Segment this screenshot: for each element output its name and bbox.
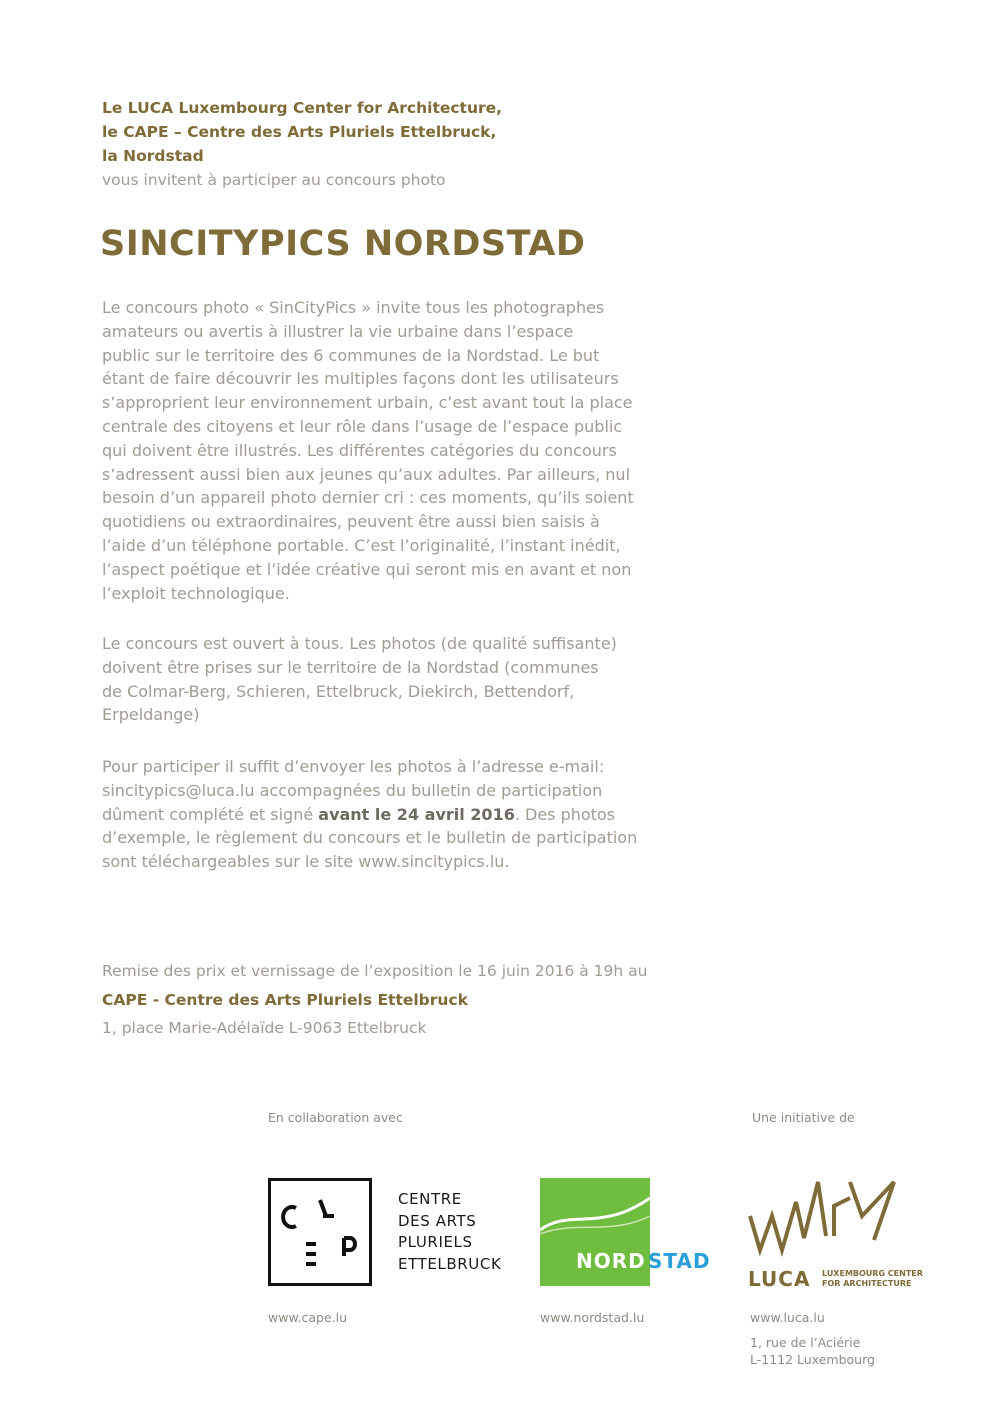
- nordstad-url-link[interactable]: www.nordstad.lu: [540, 1310, 645, 1325]
- cape-word: ETTELBRUCK: [398, 1254, 502, 1273]
- paragraph-participation: [102, 755, 662, 874]
- cape-word: DES ARTS: [398, 1211, 477, 1230]
- text-line: Le concours photo « SinCityPics » invite tous les photographes: [102, 298, 605, 317]
- cape-word: CENTRE: [398, 1190, 462, 1208]
- text-line: s’approprient leur environnement urbain, c’est avant tout la place: [102, 393, 633, 413]
- text-line: quotidiens ou extraordinaires, peuvent être aussi bien saisis à: [102, 512, 600, 532]
- intro-block: [102, 96, 502, 192]
- svg-text:NORD: NORD: [576, 1249, 646, 1273]
- luca-logo: [746, 1176, 923, 1292]
- nordstad-logo: [540, 1178, 710, 1286]
- text-line: l’exploit technologique.: [102, 583, 290, 603]
- cape-logo: [268, 1178, 372, 1286]
- address-line: L-1112 Luxembourg: [750, 1352, 875, 1367]
- text-line: sont téléchargeables sur le site www.sincitypics.lu.: [102, 852, 510, 872]
- intro-line-cape: le CAPE – Centre des Arts Pluriels Ettelbruck,: [102, 123, 497, 141]
- svg-text:LUXEMBOURG CENTER: LUXEMBOURG CENTER: [822, 1269, 923, 1278]
- collaboration-label: En collaboration avec: [268, 1110, 403, 1125]
- intro-line-invite: vous invitent à participer au concours photo: [102, 171, 446, 189]
- text-line: s’adressent aussi bien aux jeunes qu’aux adultes. Par ailleurs, nul: [102, 464, 631, 484]
- cape-letter-c: [283, 1207, 296, 1227]
- text-segment: . Des photos: [514, 804, 616, 824]
- text-line: amateurs ou avertis à illustrer la vie urbaine dans l’espace: [102, 321, 574, 341]
- event-venue: CAPE - Centre des Arts Pluriels Ettelbruck: [102, 990, 468, 1009]
- event-address: 1, place Marie-Adélaïde L-9063 Ettelbruck: [102, 1019, 427, 1037]
- text-line: [102, 803, 662, 827]
- text-line: sincitypics@luca.lu accompagnées du bulletin de participation: [102, 780, 603, 800]
- cape-letter-a: [320, 1200, 334, 1216]
- text-line: doivent être prises sur le territoire de la Nordstad (communes: [102, 657, 599, 677]
- svg-text:LUCA: LUCA: [748, 1267, 811, 1291]
- cape-logo-words: [398, 1189, 501, 1275]
- text-line: Le concours est ouvert à tous. Les photos (de qualité suffisante): [102, 634, 617, 653]
- initiative-label: Une initiative de: [752, 1110, 855, 1125]
- address-line: 1, rue de l’Aciérie: [750, 1335, 861, 1350]
- svg-text:FOR ARCHITECTURE: FOR ARCHITECTURE: [822, 1279, 912, 1288]
- cape-letter-e: [306, 1244, 316, 1264]
- event-block: [102, 957, 647, 1043]
- text-line: public sur le territoire des 6 communes de la Nordstad. Le but: [102, 345, 600, 365]
- text-line: Erpeldange): [102, 705, 200, 725]
- text-segment: dûment complété et signé: [102, 804, 319, 824]
- paragraph-eligibility: [102, 632, 662, 727]
- text-line: Pour participer il suffit d’envoyer les photos à l’adresse e-mail:: [102, 757, 605, 776]
- text-line: centrale des citoyens et leur rôle dans l’usage de l’espace public: [102, 416, 623, 436]
- luca-url-link[interactable]: www.luca.lu: [750, 1310, 825, 1325]
- cape-url-link[interactable]: www.cape.lu: [268, 1310, 348, 1325]
- text-line: d’exemple, le règlement du concours et le bulletin de participation: [102, 828, 638, 848]
- text-line: l’aide d’un téléphone portable. C’est l’originalité, l’instant inédit,: [102, 535, 621, 555]
- page-title: SINCITYPICS NORDSTAD: [100, 224, 586, 264]
- cape-word: PLURIELS: [398, 1233, 473, 1251]
- luca-address: [750, 1334, 875, 1368]
- text-line: l’aspect poétique et l’idée créative qui seront mis en avant et non: [102, 559, 632, 579]
- paragraph-description: [102, 296, 662, 605]
- cape-letter-p: [344, 1238, 355, 1256]
- intro-line-luca: Le LUCA Luxembourg Center for Architecture,: [102, 99, 503, 117]
- text-line: besoin d’un appareil photo dernier cri : ces moments, qu’ils soient: [102, 488, 634, 508]
- text-line: qui doivent être illustrés. Les différentes catégories du concours: [102, 440, 617, 460]
- intro-line-nordstad: la Nordstad: [102, 147, 204, 165]
- text-line: de Colmar-Berg, Schieren, Ettelbruck, Diekirch, Bettendorf,: [102, 681, 575, 701]
- text-line: étant de faire découvrir les multiples façons dont les utilisateurs: [102, 369, 619, 389]
- svg-text:STAD: STAD: [648, 1249, 711, 1273]
- deadline-text: avant le 24 avril 2016: [318, 804, 515, 824]
- event-date-line: Remise des prix et vernissage de l’exposition le 16 juin 2016 à 19h au: [102, 962, 648, 980]
